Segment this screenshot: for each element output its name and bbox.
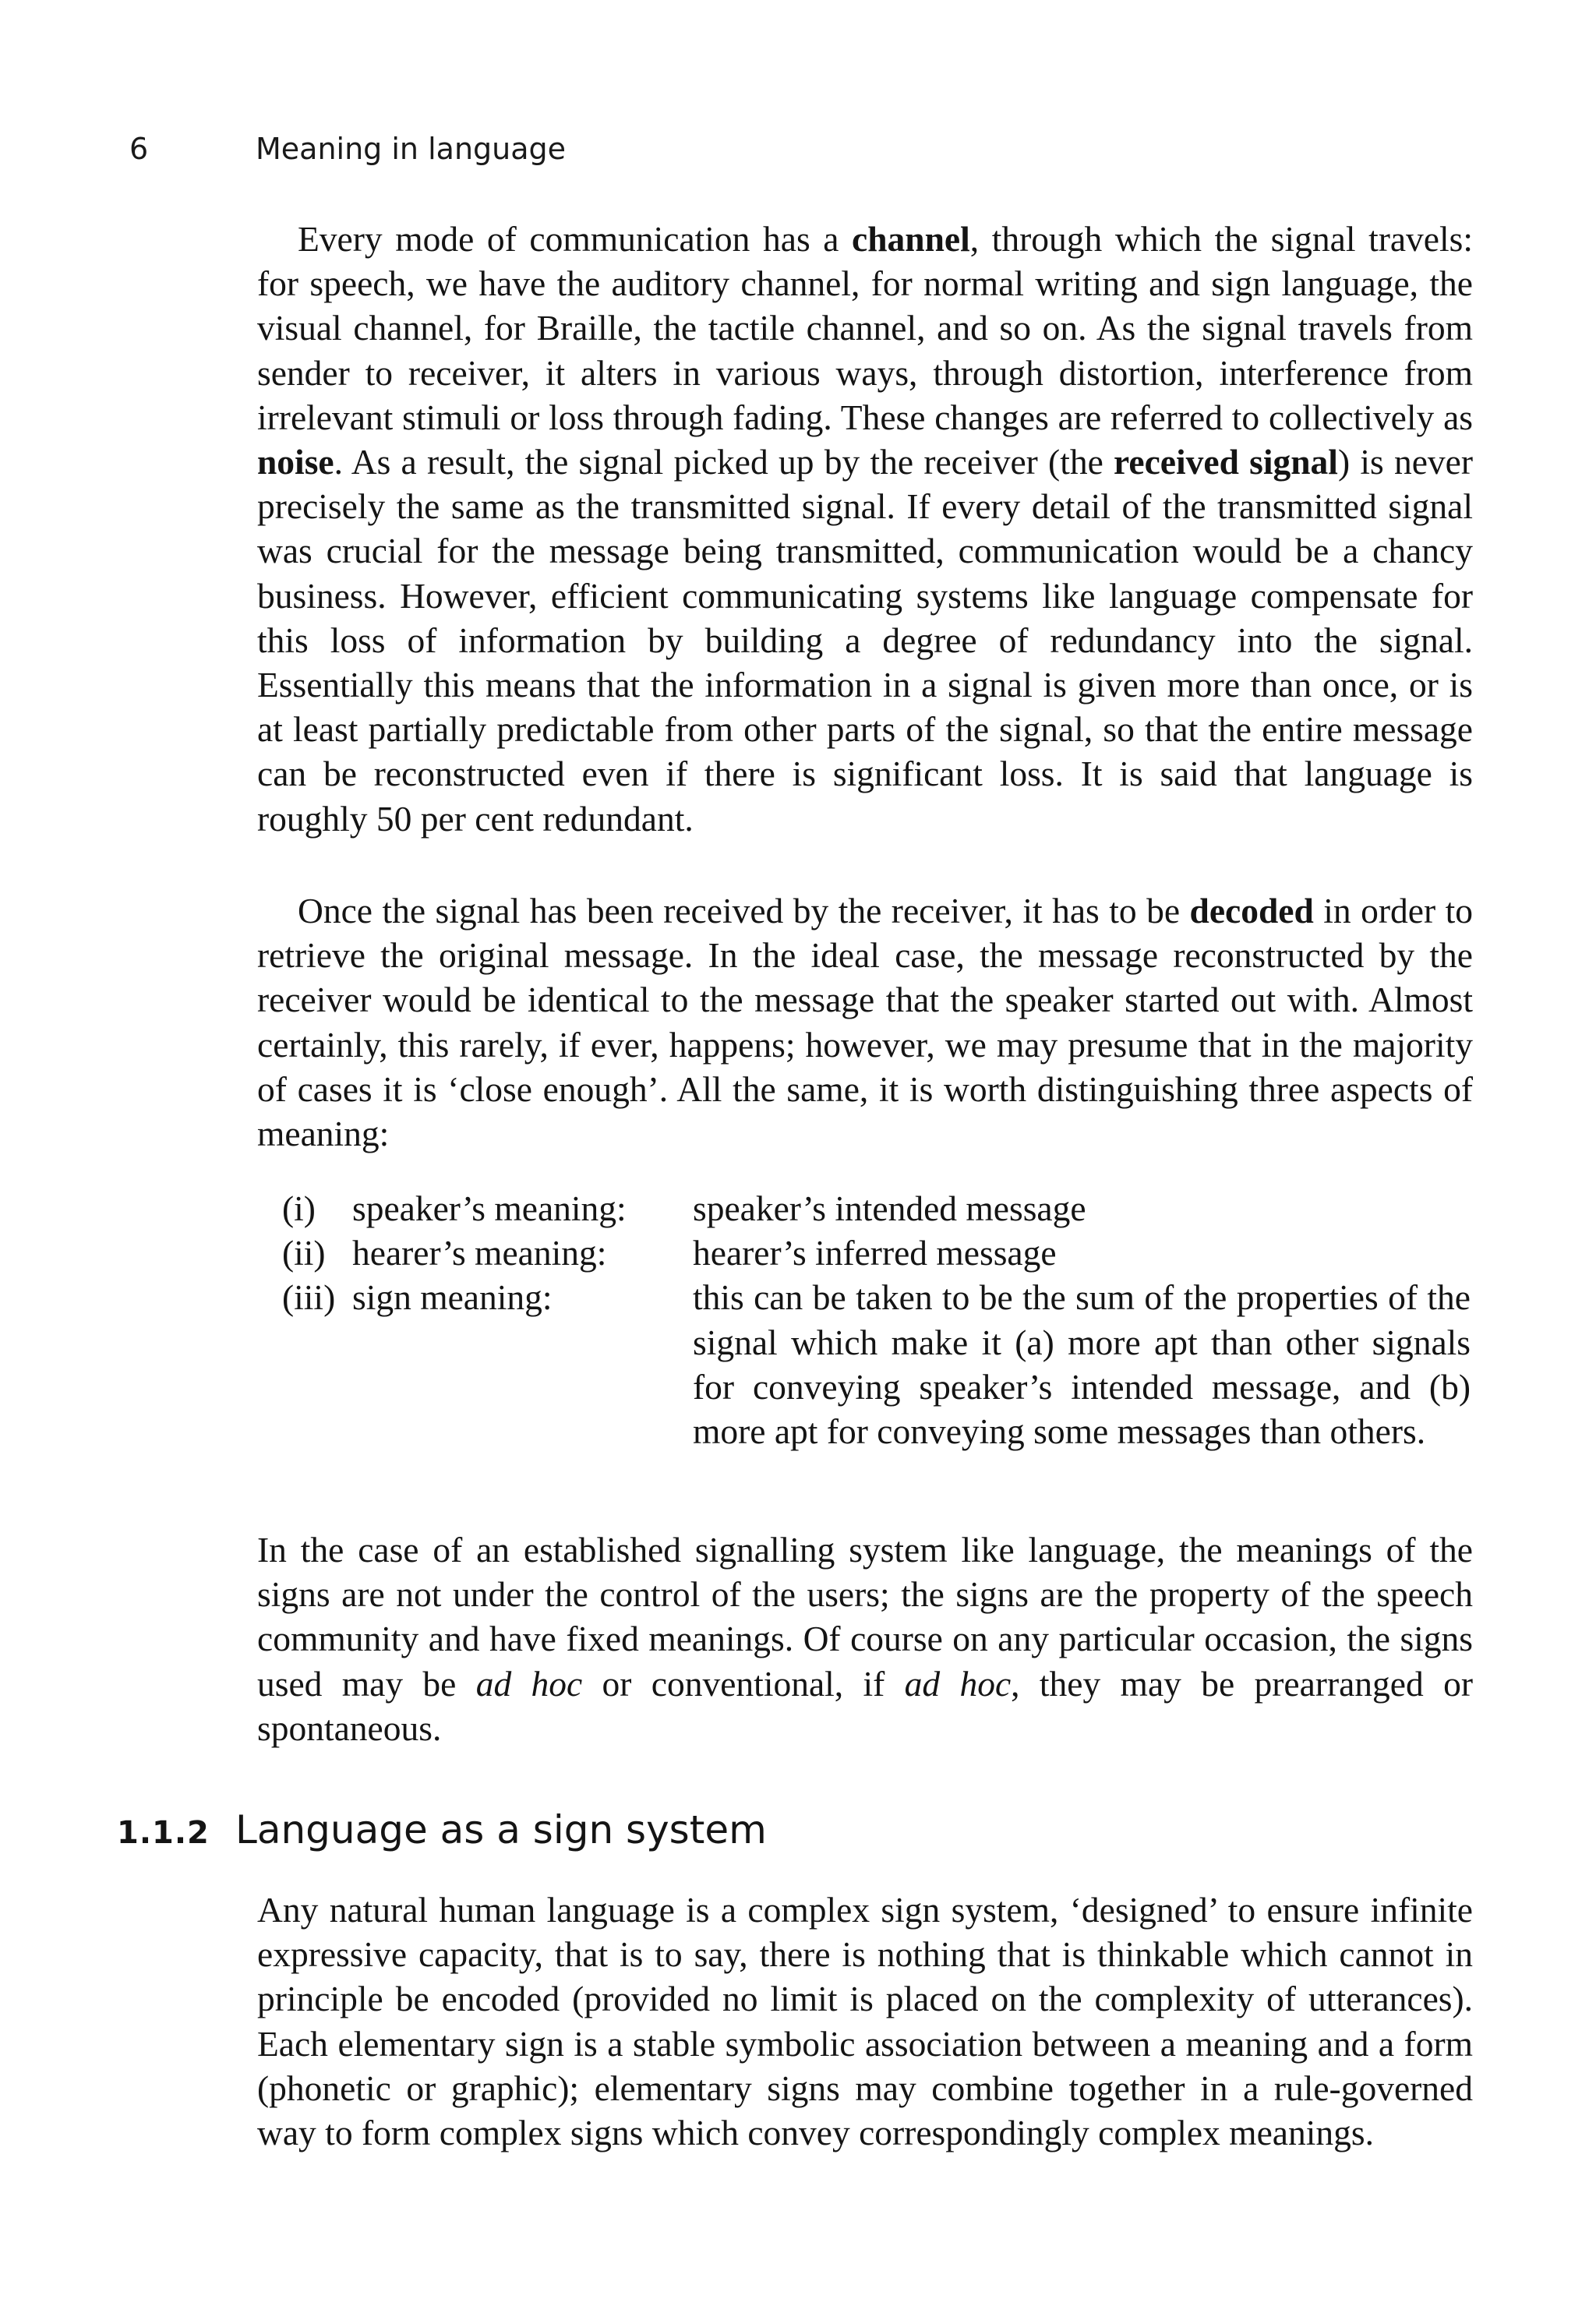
paragraph-sign-system bbox=[257, 1888, 1473, 2155]
paragraph-channel-noise bbox=[257, 217, 1473, 841]
text-run: in order to retrieve the original message. In the ideal case, the message reconstructed by the receiver would be identical to the message that the speaker started out with. Almost certainly, this rarely, if ever, happens; however, we may presume that in the majority of cases it is ‘close enough’. All the same, it is worth distinguishing three aspects of meaning: bbox=[257, 891, 1473, 1154]
item-term: hearer’s meaning: bbox=[352, 1233, 607, 1273]
meaning-label bbox=[282, 1186, 693, 1231]
term-channel: channel bbox=[852, 219, 970, 259]
text-run: , they may be prearranged or spontaneous. bbox=[257, 1663, 1473, 1748]
italic-ad-hoc: ad hoc bbox=[475, 1663, 583, 1704]
item-definition: hearer’s inferred message bbox=[693, 1233, 1057, 1273]
text-run: , through which the signal travels: for speech, we have the auditory channel, for normal writing and sign language, the visual channel, for Braille, the tactile channel, and so on. As the signal travels from sender to receiver, it alters in various ways, through distortion, interference from irrelevant stimuli or loss through fading. These changes are referred to collectively as bbox=[257, 219, 1473, 437]
item-term: speaker’s meaning: bbox=[352, 1188, 627, 1228]
text-run: Once the signal has been received by the receiver, it has to be bbox=[298, 891, 1190, 931]
term-noise: noise bbox=[257, 442, 334, 482]
meaning-label bbox=[282, 1231, 693, 1275]
text-run: or conventional, if bbox=[582, 1663, 905, 1704]
item-number: (ii) bbox=[282, 1233, 326, 1273]
item-definition: this can be taken to be the sum of the properties of the signal which make it (a) more apt than other signals for conveying speaker’s intended message, and (b) more apt for conveying some messages than others. bbox=[693, 1277, 1471, 1452]
text-run: . As a result, the signal picked up by the receiver (the bbox=[334, 442, 1114, 482]
paragraph-decoding bbox=[257, 888, 1473, 1156]
meanings-list bbox=[282, 1186, 1473, 1453]
item-number: (iii) bbox=[282, 1277, 336, 1318]
list-item bbox=[282, 1231, 1473, 1275]
section-heading bbox=[117, 1805, 767, 1858]
page-number: 6 bbox=[129, 132, 149, 166]
term-received-signal: received signal bbox=[1114, 442, 1338, 482]
text-run: In the case of an established signalling system like language, the meanings of the signs are not under the control of the users; the signs are the property of the speech community and have fixed meanings. Of course on any particular occasion, the signs used may be bbox=[257, 1530, 1473, 1704]
item-number: (i) bbox=[282, 1188, 316, 1228]
item-term: sign meaning: bbox=[352, 1277, 553, 1318]
text-run: ) is never precisely the same as the transmitted signal. If every detail of the transmitted signal was crucial for the message being transmitted, communication would be a chancy business. However, efficient communicating systems like language compensate for this loss of information by building a degree of redundancy into the signal. Essentially this means that the information in a signal is given more than once, or is at least partially predictable from other parts of the signal, so that the entire message can be reconstructed even if there is significant loss. It is said that language is roughly 50 per cent redundant. bbox=[257, 442, 1473, 839]
running-head-title: Meaning in language bbox=[256, 132, 567, 166]
list-item bbox=[282, 1186, 1473, 1231]
item-definition: speaker’s intended message bbox=[693, 1188, 1086, 1228]
meaning-label bbox=[282, 1275, 693, 1453]
term-decoded: decoded bbox=[1189, 891, 1314, 931]
list-item bbox=[282, 1275, 1473, 1453]
paragraph-signalling-system bbox=[257, 1527, 1473, 1750]
running-head bbox=[129, 129, 566, 168]
paragraph-text: Any natural human language is a complex sign system, ‘designed’ to ensure infinite expressive capacity, that is to say, there is nothing that is thinkable which cannot in principle be encoded (provided no limit is placed on the complexity of utterances). Each elementary sign is a stable symbolic association between a meaning and a form (phonetic or graphic); elementary signs may combine together in a rule-governed way to form complex signs which convey correspondingly complex meanings. bbox=[257, 1890, 1473, 2153]
italic-ad-hoc: ad hoc bbox=[904, 1663, 1012, 1704]
section-title: Language as a sign system bbox=[235, 1807, 767, 1852]
section-number: 1.1.2 bbox=[117, 1815, 210, 1851]
text-run: Every mode of communication has a bbox=[298, 219, 853, 259]
